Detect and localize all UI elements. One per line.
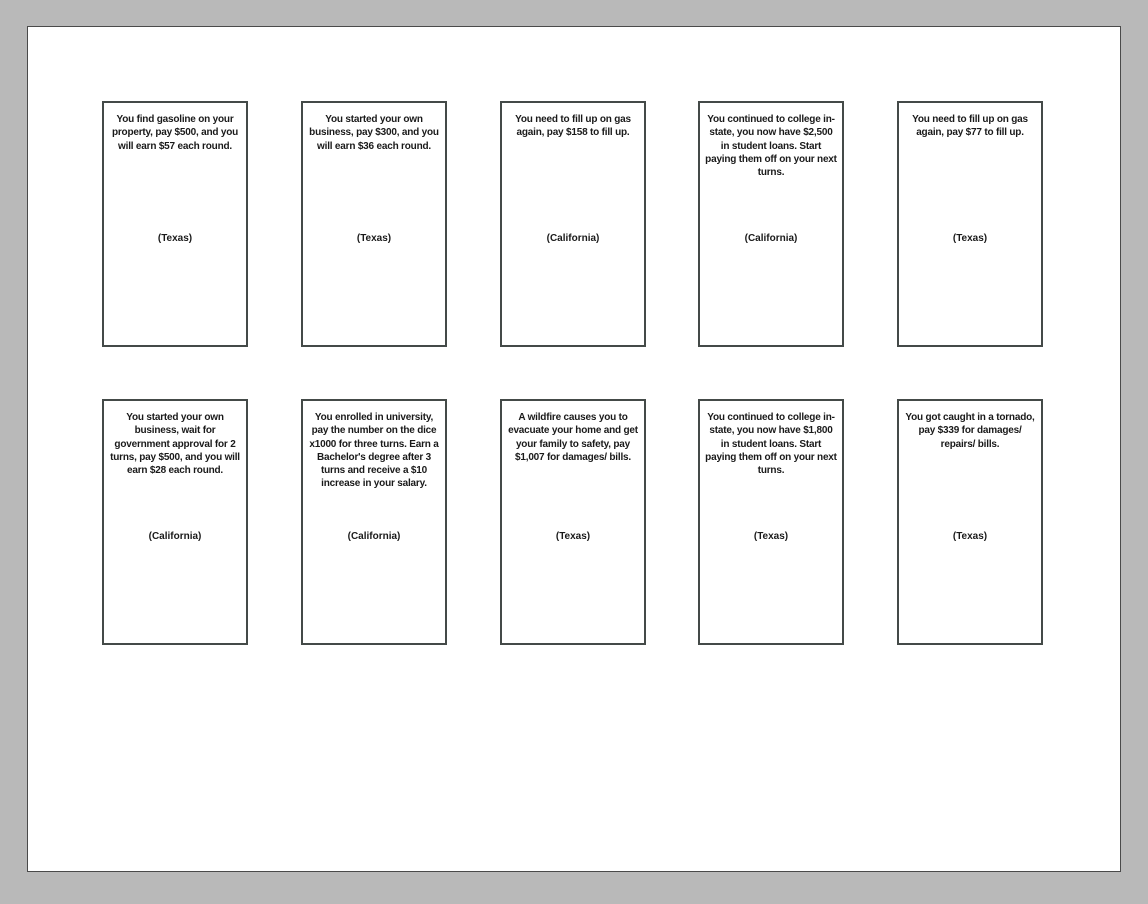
event-card bbox=[301, 101, 447, 347]
card-description: You continued to college in-state, you now have $1,800 in student loans. Start paying them off on your next turns. bbox=[705, 412, 837, 477]
event-card bbox=[102, 101, 248, 347]
event-card bbox=[698, 399, 844, 645]
card-description: You enrolled in university, pay the number on the dice x1000 for three turns. Earn a Bachelor's degree after 3 turns and receive a $10 increase in your salary. bbox=[309, 412, 439, 490]
document-page bbox=[27, 26, 1121, 872]
card-state-label: (Texas) bbox=[356, 233, 392, 244]
event-card bbox=[500, 399, 646, 645]
card-description: You got caught in a tornado, pay $339 for damages/ repairs/ bills. bbox=[905, 412, 1035, 450]
event-card bbox=[102, 399, 248, 645]
card-state-label: (Texas) bbox=[952, 531, 988, 542]
card-description: You continued to college in-state, you now have $2,500 in student loans. Start paying them off on your next turns. bbox=[705, 114, 837, 179]
card-description: You need to fill up on gas again, pay $77 to fill up. bbox=[912, 114, 1028, 139]
card-description: You find gasoline on your property, pay $500, and you will earn $57 each round. bbox=[111, 114, 239, 152]
event-card bbox=[500, 101, 646, 347]
card-description: A wildfire causes you to evacuate your home and get your family to safety, pay $1,007 for damages/ bills. bbox=[508, 412, 638, 463]
card-state-label: (Texas) bbox=[753, 531, 789, 542]
card-state-label: (California) bbox=[546, 233, 600, 244]
card-description: You need to fill up on gas again, pay $158 to fill up. bbox=[515, 114, 631, 139]
card-state-label: (Texas) bbox=[157, 233, 193, 244]
card-description: You started your own business, wait for government approval for 2 turns, pay $500, and you will earn $28 each round. bbox=[110, 412, 240, 477]
card-state-label: (California) bbox=[744, 233, 798, 244]
event-card bbox=[301, 399, 447, 645]
card-state-label: (California) bbox=[148, 531, 202, 542]
event-card bbox=[897, 101, 1043, 347]
card-description: You started your own business, pay $300, and you will earn $36 each round. bbox=[309, 114, 439, 152]
card-state-label: (California) bbox=[347, 531, 401, 542]
event-card bbox=[698, 101, 844, 347]
event-card bbox=[897, 399, 1043, 645]
card-state-label: (Texas) bbox=[555, 531, 591, 542]
card-state-label: (Texas) bbox=[952, 233, 988, 244]
